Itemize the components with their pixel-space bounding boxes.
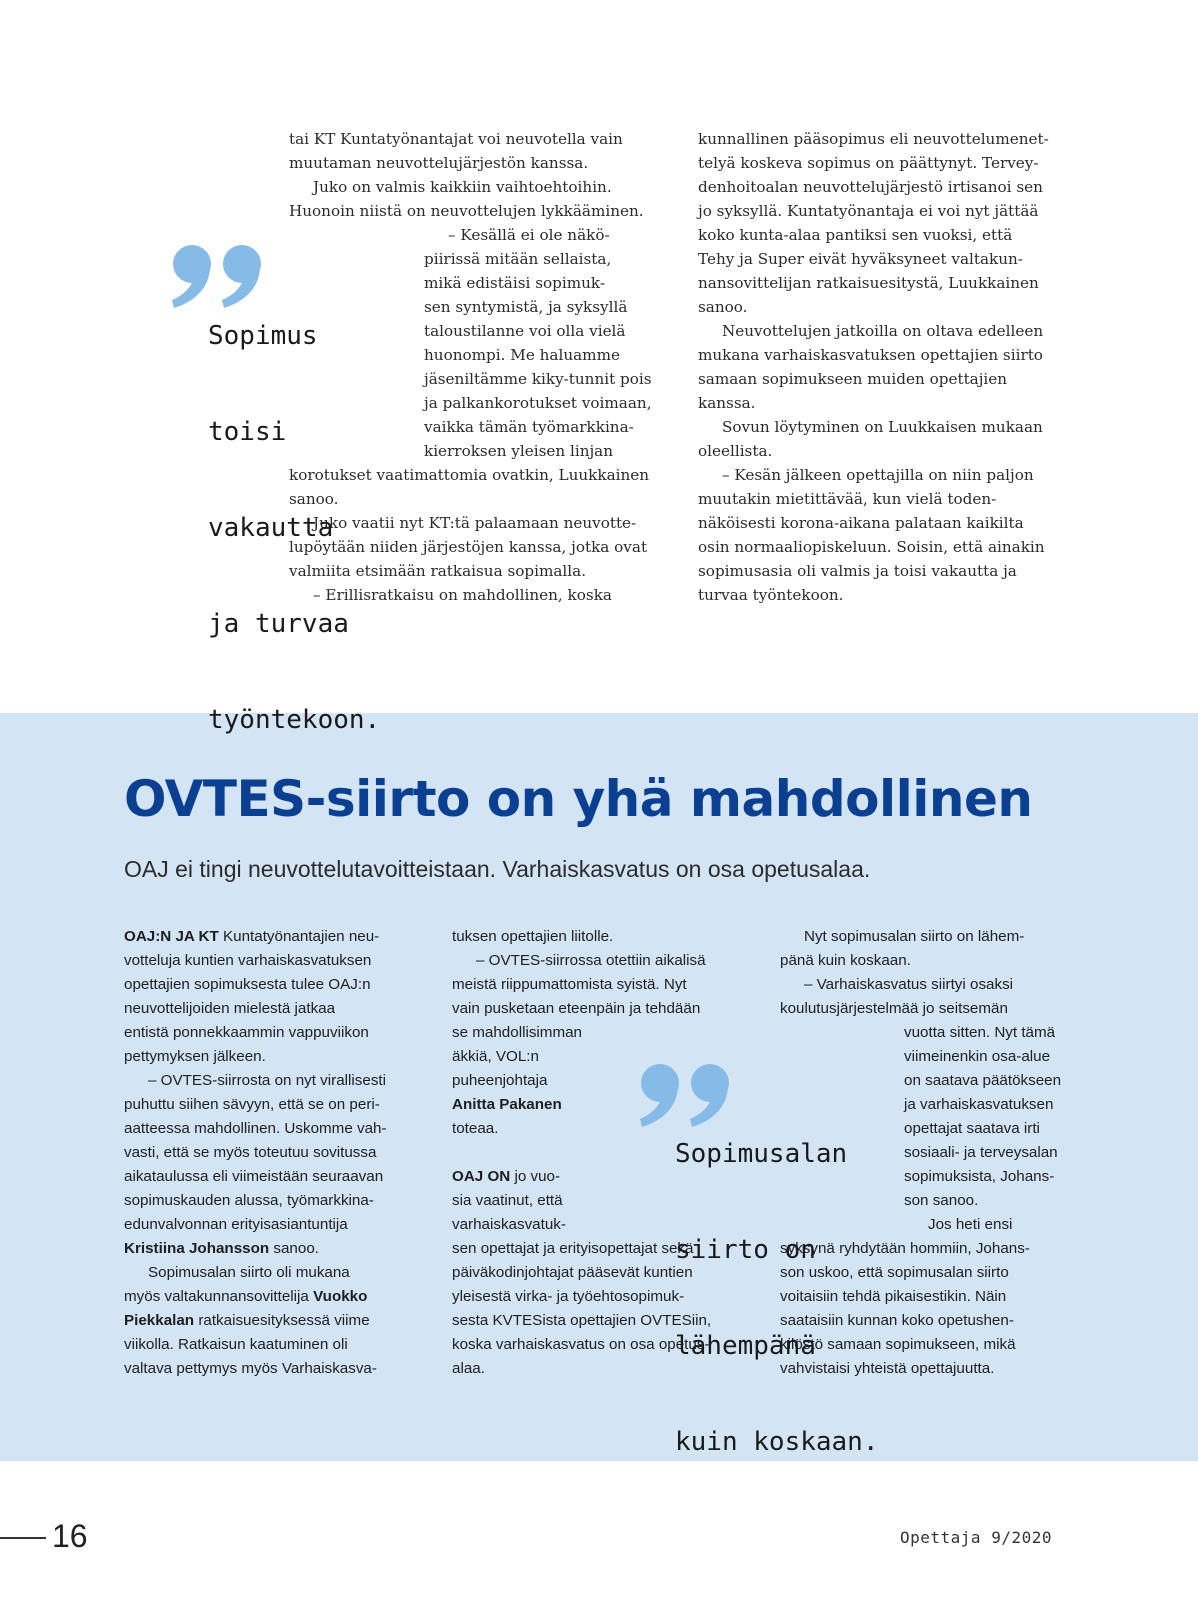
upper-column-1-top xyxy=(289,127,644,223)
text-line: sopimusasia oli valmis ja toisi vakautta ja xyxy=(698,562,1017,580)
text-line: sesta KVTESista opettajien OVTESiin, xyxy=(452,1312,712,1329)
text-line: entistä ponnekkaammin vappuviikon xyxy=(124,1024,369,1041)
footer-rule xyxy=(0,1537,46,1539)
text-line: koko kunta-alaa pantiksi sen vuoksi, että xyxy=(698,226,1013,244)
text-fragment: ratkaisuesityksessä viime xyxy=(194,1312,370,1329)
text-line: sanoo. xyxy=(289,490,339,508)
text-line: Juko on valmis kaikkiin vaihtoehtoihin. xyxy=(313,178,612,196)
text-line: sia vaatinut, että xyxy=(452,1192,563,1209)
text-line: samaan sopimukseen muiden opettajien xyxy=(698,370,1008,388)
pull-quote-line: toisi xyxy=(208,417,287,447)
text-line: – Erillisratkaisu on mahdollinen, koska xyxy=(313,586,612,604)
lead-in: OAJ ON xyxy=(452,1168,511,1185)
text-line: neuvottelijoiden mielestä jatkaa xyxy=(124,1000,336,1017)
text-line: on saatava päätökseen xyxy=(904,1072,1062,1089)
text-line: Nyt sopimusalan siirto on lähem- xyxy=(804,928,1025,945)
text-line: votteluja kuntien varhaiskasvatuksen xyxy=(124,952,372,969)
text-line: Sovun löytyminen on Luukkaisen mukaan xyxy=(722,418,1043,436)
text-line: telyä koskeva sopimus on päättynyt. Tervey- xyxy=(698,154,1039,172)
text-line: huonompi. Me haluamme xyxy=(424,346,620,364)
text-line: sanoo. xyxy=(698,298,748,316)
text-line: Huonoin niistä on neuvottelujen lykkääminen. xyxy=(289,202,644,220)
text-line: mikä edistäisi sopimuk- xyxy=(424,274,605,292)
pull-quote-line: kuin koskaan. xyxy=(675,1427,879,1457)
text-line: voitaisiin tehdä pikaisestikin. Näin xyxy=(780,1288,1007,1305)
text-line: se mahdollisimman xyxy=(452,1024,582,1041)
text-line: Sopimusalan siirto oli mukana xyxy=(148,1264,350,1281)
magazine-issue: Opettaja 9/2020 xyxy=(900,1528,1052,1547)
text-line: pänä kuin koskaan. xyxy=(780,952,911,969)
text-line: – Kesällä ei ole näkö- xyxy=(448,226,610,244)
text-line: valmiita etsimään ratkaisua sopimalla. xyxy=(289,562,587,580)
person-name: Anitta Pakanen xyxy=(452,1096,562,1113)
text-line: son sanoo. xyxy=(904,1192,979,1209)
text-line: sen syntymistä, ja syksyllä xyxy=(424,298,628,316)
text-line: turvaa työntekoon. xyxy=(698,586,844,604)
text-line: viikolla. Ratkaisun kaatuminen oli xyxy=(124,1336,348,1353)
text-line: Neuvottelujen jatkoilla on oltava edelleen xyxy=(722,322,1044,340)
text-line: denhoitoalan neuvottelujärjestö irtisanoi sen xyxy=(698,178,1043,196)
text-line: opettajien sopimuksesta tulee OAJ:n xyxy=(124,976,371,993)
text-line: syksynä ryhdytään hommiin, Johans- xyxy=(780,1240,1030,1257)
text-line: oleellista. xyxy=(698,442,773,460)
text-line: kierroksen yleisen linjan xyxy=(424,442,614,460)
text-fragment: sanoo. xyxy=(269,1240,319,1257)
text-line: vain pusketaan eteenpäin ja tehdään xyxy=(452,1000,701,1017)
text-line: äkkiä, VOL:n xyxy=(452,1048,539,1065)
text-line: son uskoo, että sopimusalan siirto xyxy=(780,1264,1009,1281)
pull-quote-line: vakautta xyxy=(208,513,334,543)
text-line: tai KT Kuntatyönantajat voi neuvotella vain xyxy=(289,130,623,148)
text-line: muutakin mietittävää, kun vielä toden- xyxy=(698,490,997,508)
text-line: korotukset vaatimattomia ovatkin, Luukkainen xyxy=(289,466,650,484)
text-line: – OVTES-siirrossa otettiin aikalisä xyxy=(476,952,706,969)
text-line: pettymyksen jälkeen. xyxy=(124,1048,266,1065)
upper-column-1-wrap xyxy=(424,223,652,463)
text-line: yleisestä virka- ja työehtosopimuk- xyxy=(452,1288,685,1305)
text-line: toteaa. xyxy=(452,1120,499,1137)
text-line: aatteessa mahdollinen. Uskomme vah- xyxy=(124,1120,387,1137)
text-line: näköisesti korona-aikana palataan kaikilta xyxy=(698,514,1024,532)
text-line: – Kesän jälkeen opettajilla on niin paljon xyxy=(722,466,1034,484)
text-line: päiväkodinjohtajat pääsevät kuntien xyxy=(452,1264,693,1281)
text-line: edunvalvonnan erityisasiantuntija xyxy=(124,1216,348,1233)
pull-quote-text xyxy=(675,1074,879,1522)
text-line: saataisiin kunnan koko opetushen- xyxy=(780,1312,1014,1329)
text-line: nansovittelijan ratkaisuesitystä, Luukkainen xyxy=(698,274,1039,292)
text-line: sen opettajat ja erityisopettajat sekä xyxy=(452,1240,694,1257)
text-line: vasti, että se myös toteutuu sovitussa xyxy=(124,1144,377,1161)
text-fragment: Kuntatyönantajien neu- xyxy=(218,928,380,945)
text-line: puhuttu siihen sävyyn, että se on peri- xyxy=(124,1096,380,1113)
text-line: opettajat saatava irti xyxy=(904,1120,1040,1137)
text-line: jo syksyllä. Kuntatyönantaja ei voi nyt jättää xyxy=(698,202,1039,220)
text-line: muutaman neuvottelujärjestön kanssa. xyxy=(289,154,589,172)
text-line: puheenjohtaja xyxy=(452,1072,548,1089)
text-line: vahvistaisi yhteistä opettajuutta. xyxy=(780,1360,995,1377)
pull-quote-line: työntekoon. xyxy=(208,705,381,735)
text-line: kunnallinen pääsopimus eli neuvottelumenet- xyxy=(698,130,1049,148)
text-line: vaikka tämän työmarkkina- xyxy=(424,418,634,436)
text-fragment: myös valtakunnansovittelija xyxy=(124,1288,314,1305)
text-line: viimeinenkin osa-alue xyxy=(904,1048,1051,1065)
text-line: kilöstö samaan sopimukseen, mikä xyxy=(780,1336,1016,1353)
text-line: – Varhaiskasvatus siirtyi osaksi xyxy=(804,976,1014,993)
text-line: sopimuksista, Johans- xyxy=(904,1168,1055,1185)
text-line: Juko vaatii nyt KT:tä palaamaan neuvotte- xyxy=(313,514,637,532)
pull-quote-line: ja turvaa xyxy=(208,609,349,639)
text-line: koska varhaiskasvatus on osa opetus- xyxy=(452,1336,710,1353)
text-line: aikataulussa eli viimeistään seuraavan xyxy=(124,1168,384,1185)
upper-column-2 xyxy=(698,127,1049,607)
pull-quote-text xyxy=(208,256,380,800)
text-line: alaa. xyxy=(452,1360,485,1377)
text-line: taloustilanne voi olla vielä xyxy=(424,322,626,340)
pull-quote-line: Sopimus xyxy=(208,321,318,351)
text-line: – OVTES-siirrosta on nyt virallisesti xyxy=(148,1072,387,1089)
text-line: ja palkankorotukset voimaan, xyxy=(424,394,652,412)
text-line: osin normaaliopiskeluun. Soisin, että ainakin xyxy=(698,538,1045,556)
text-line: varhaiskasvatuk- xyxy=(452,1216,566,1233)
text-line: tuksen opettajien liitolle. xyxy=(452,928,614,945)
text-line: Jos heti ensi xyxy=(928,1216,1013,1233)
text-fragment: jo vuo- xyxy=(510,1168,561,1185)
person-name: Piekkalan xyxy=(124,1312,195,1329)
text-line: piirissä mitään sellaista, xyxy=(424,250,612,268)
text-line: kanssa. xyxy=(698,394,756,412)
text-line: ja varhaiskasvatuksen xyxy=(904,1096,1054,1113)
pull-quote-line: lähempänä xyxy=(675,1331,816,1361)
person-name: Vuokko xyxy=(313,1288,368,1305)
lead-in: OAJ:N JA KT xyxy=(124,928,219,945)
text-line: sopimuskauden alussa, työmarkkina- xyxy=(124,1192,374,1209)
pull-quote-line: siirto on xyxy=(675,1235,816,1265)
text-line: sosiaali- ja terveysalan xyxy=(904,1144,1058,1161)
text-line: valtava pettymys myös Varhaiskasva- xyxy=(124,1360,377,1377)
box-headline: OVTES-siirto on yhä mahdollinen xyxy=(124,770,1033,828)
page-number: 16 xyxy=(52,1518,88,1554)
person-name: Kristiina Johansson xyxy=(124,1240,270,1257)
text-line: jäseniltämme kiky-tunnit pois xyxy=(424,370,652,388)
text-line: mukana varhaiskasvatuksen opettajien siirto xyxy=(698,346,1043,364)
box-lede: OAJ ei tingi neuvottelutavoitteistaan. Varhaiskasvatus on osa opetusalaa. xyxy=(124,856,871,882)
text-line: vuotta sitten. Nyt tämä xyxy=(904,1024,1056,1041)
text-line: meistä riippumattomista syistä. Nyt xyxy=(452,976,687,993)
text-line: koulutusjärjestelmää jo seitsemän xyxy=(780,1000,1008,1017)
text-line: lupöytään niiden järjestöjen kanssa, jotka ovat xyxy=(289,538,648,556)
pull-quote-line: Sopimusalan xyxy=(675,1139,848,1169)
text-line: Tehy ja Super eivät hyväksyneet valtakun- xyxy=(698,250,1023,268)
